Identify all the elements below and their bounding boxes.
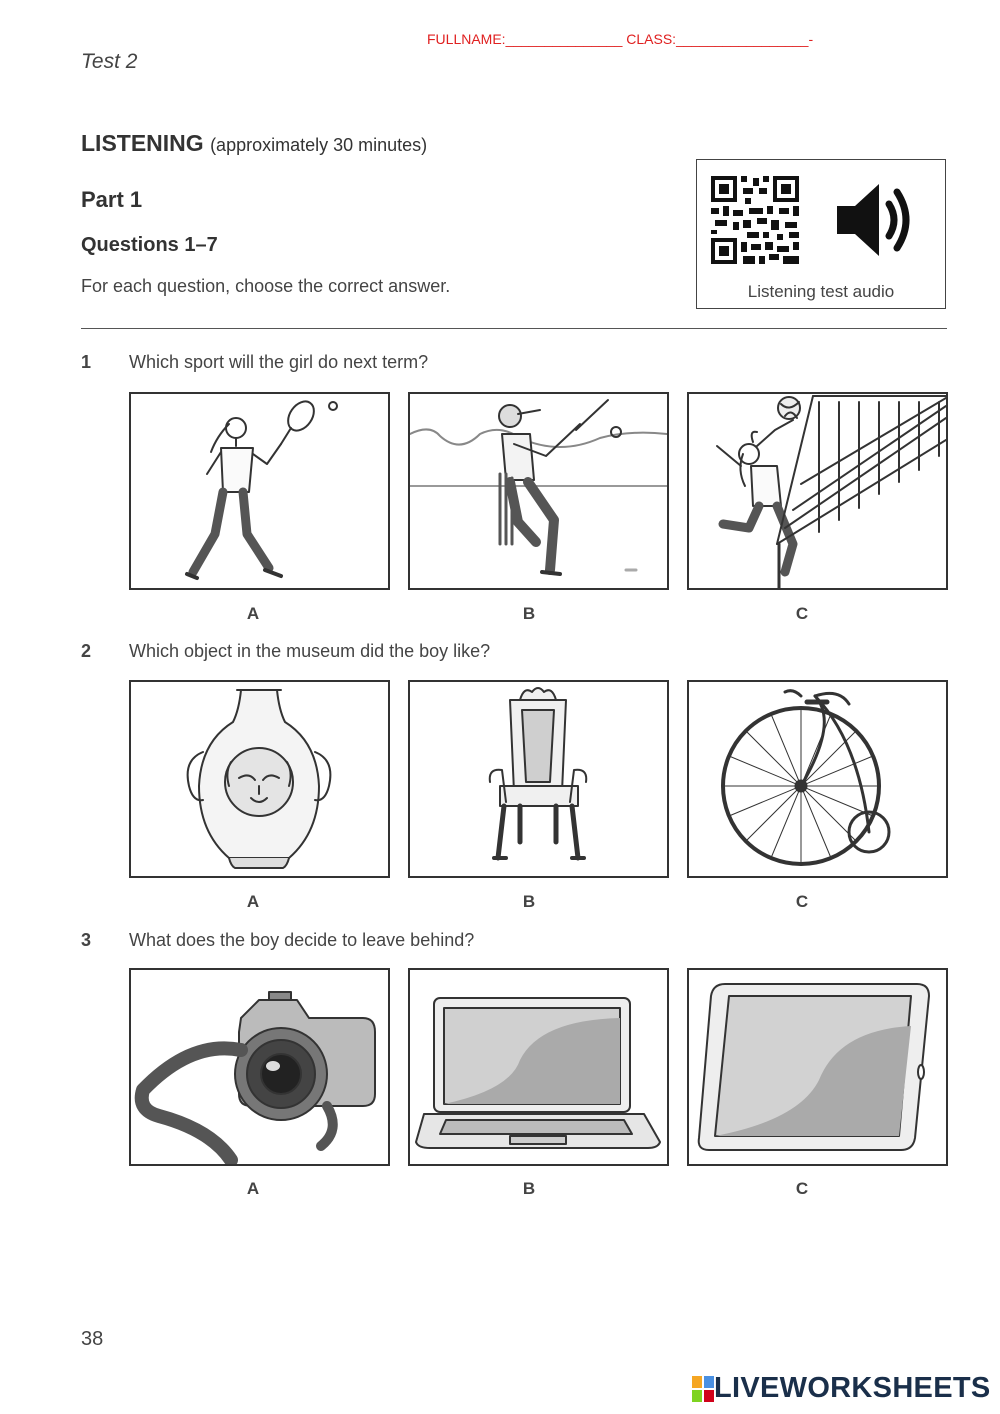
volleyball-player-image (689, 394, 946, 588)
section-title-main: LISTENING (81, 130, 204, 156)
laptop-image (410, 970, 667, 1164)
q1-option-a-label[interactable]: A (246, 604, 260, 623)
fullname-label: FULLNAME: (427, 31, 506, 47)
class-label: CLASS: (626, 31, 677, 47)
q3-option-a-image[interactable] (129, 968, 390, 1166)
q1-option-b-image[interactable] (408, 392, 669, 590)
fullname-blank[interactable]: _______________ (505, 31, 623, 47)
q3-option-a-label[interactable]: A (246, 1179, 260, 1198)
question-2-number: 2 (81, 641, 92, 661)
question-1-number: 1 (81, 352, 92, 372)
question-3-number: 3 (81, 930, 92, 950)
tennis-player-image (131, 394, 388, 588)
speaker-icon[interactable] (833, 180, 919, 260)
q2-option-a-image[interactable] (129, 680, 390, 878)
qr-code-icon[interactable] (709, 174, 801, 266)
class-blank[interactable]: _________________- (676, 31, 814, 47)
questions-range: Questions 1–7 (81, 234, 218, 256)
throne-chair-image (410, 682, 667, 876)
penny-farthing-image (689, 682, 946, 876)
question-1-text: Which sport will the girl do next term? (129, 352, 429, 372)
cricket-player-image (410, 394, 667, 588)
liveworksheets-logo[interactable] (692, 1372, 991, 1405)
q2-option-a-label[interactable]: A (246, 892, 260, 911)
liveworksheets-logo-icon (692, 1376, 714, 1402)
part-title: Part 1 (81, 187, 143, 212)
q1-option-c-image[interactable] (687, 392, 948, 590)
test-label: Test 2 (81, 50, 138, 73)
q2-option-b-label[interactable]: B (522, 892, 536, 911)
q2-option-c-image[interactable] (687, 680, 948, 878)
section-subtitle: (approximately 30 minutes) (210, 135, 428, 155)
q1-option-a-image[interactable] (129, 392, 390, 590)
question-3-text: What does the boy decide to leave behind? (129, 930, 475, 950)
instructions: For each question, choose the correct answer. (81, 276, 451, 296)
section-title (81, 130, 427, 157)
q3-option-b-image[interactable] (408, 968, 669, 1166)
question-2-text: Which object in the museum did the boy like? (129, 641, 491, 661)
q1-option-c-label[interactable]: C (795, 604, 809, 623)
brand-text: LIVEWORKSHEETS (714, 1372, 991, 1404)
q2-option-b-image[interactable] (408, 680, 669, 878)
q3-option-b-label[interactable]: B (522, 1179, 536, 1198)
divider-rule (81, 328, 947, 329)
camera-image (131, 970, 388, 1164)
q1-option-b-label[interactable]: B (522, 604, 536, 623)
vase-image (131, 682, 388, 876)
tablet-image (689, 970, 946, 1164)
q3-option-c-image[interactable] (687, 968, 948, 1166)
audio-caption: Listening test audio (747, 282, 895, 301)
page-number: 38 (81, 1328, 104, 1350)
audio-box[interactable] (696, 159, 946, 309)
q2-option-c-label[interactable]: C (795, 892, 809, 911)
student-info-line (427, 31, 813, 47)
q3-option-c-label[interactable]: C (795, 1179, 809, 1198)
